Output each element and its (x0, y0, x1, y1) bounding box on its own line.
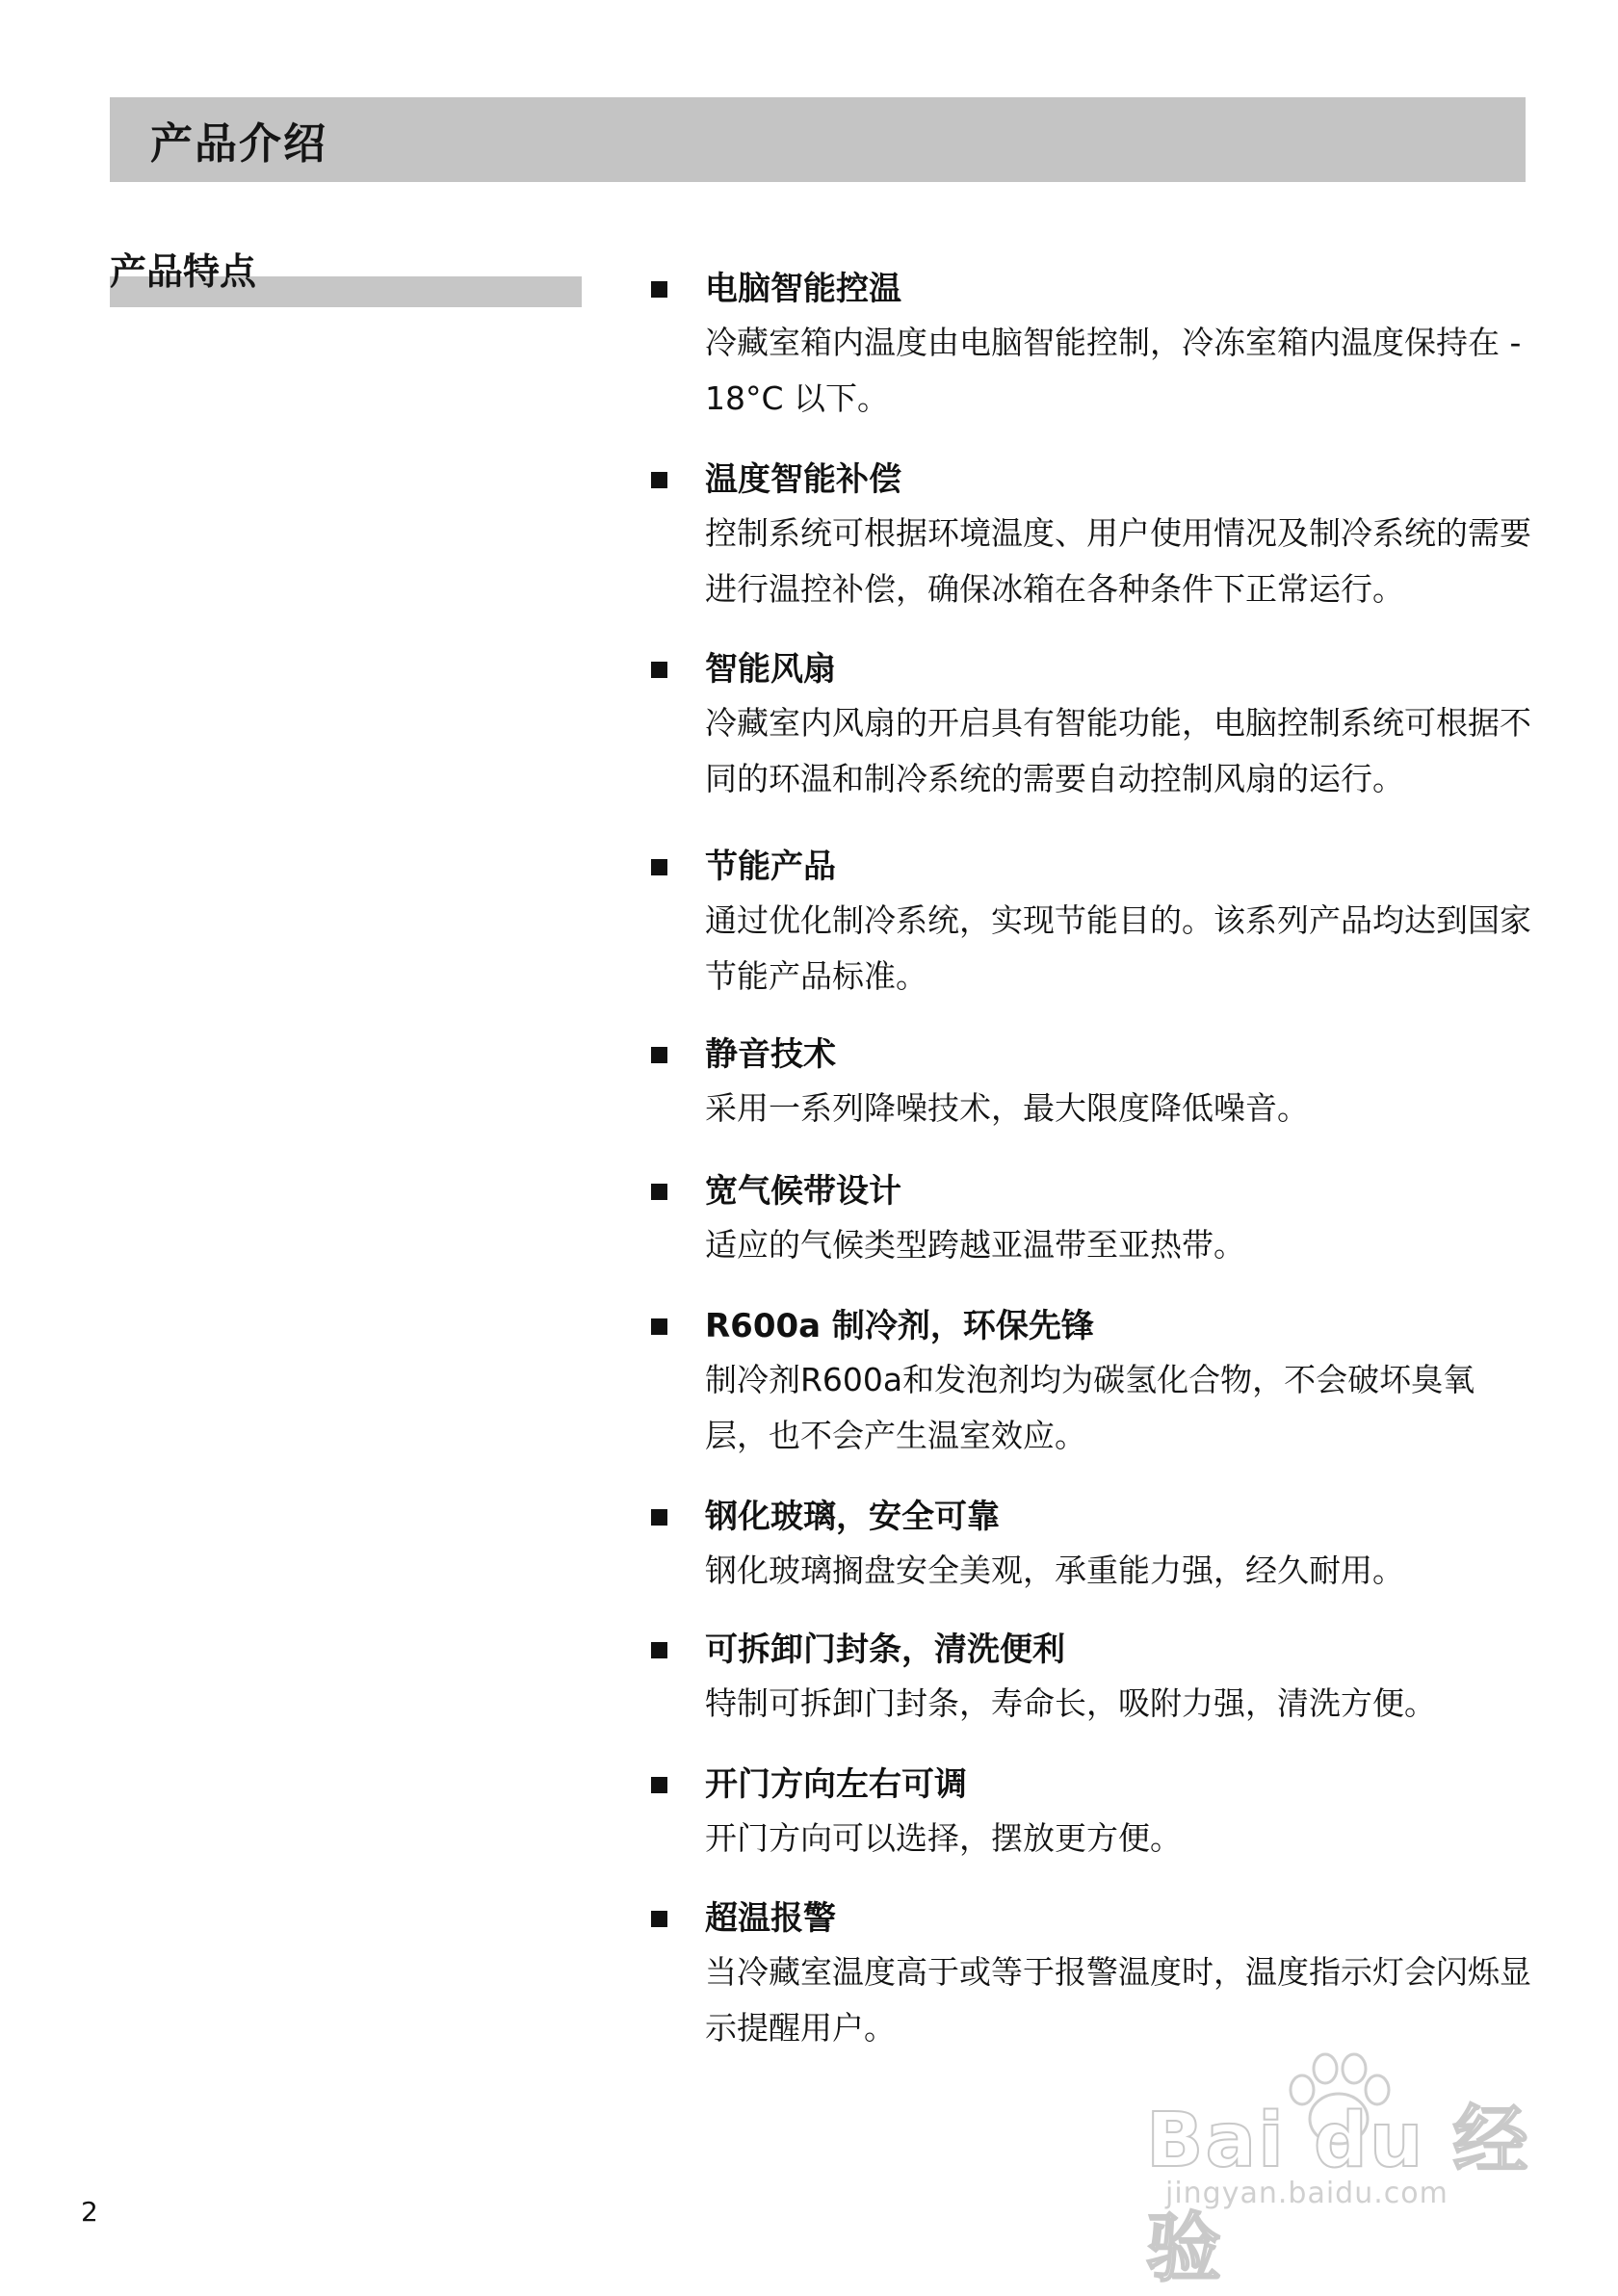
feature-title: 电脑智能控温 (705, 270, 901, 308)
feature-description: 通过优化制冷系统，实现节能目的。该系列产品均达到国家节能产品标准。 (705, 901, 1531, 995)
feature-title: 可拆卸门封条，清洗便利 (705, 1631, 1065, 1669)
watermark-url: jingyan.baidu.com (1165, 2177, 1448, 2210)
square-bullet-icon (651, 1318, 667, 1335)
feature-description: 冷藏室内风扇的开启具有智能功能，电脑控制系统可根据不同的环温和制冷系统的需要自动控制风扇的运行。 (705, 704, 1531, 797)
feature-description: 控制系统可根据环境温度、用户使用情况及制冷系统的需要进行温控补偿，确保冰箱在各种条件下正常运行。 (705, 514, 1531, 608)
baidu-jingyan-watermark (1146, 2071, 1551, 2292)
square-bullet-icon (651, 1642, 667, 1658)
feature-description: 冷藏室箱内温度由电脑智能控制，冷冻室箱内温度保持在 -18°C 以下。 (705, 324, 1522, 417)
feature-description: 制冷剂R600a和发泡剂均为碳氢化合物，不会破坏臭氧层，也不会产生温室效应。 (705, 1361, 1475, 1454)
feature-description: 适应的气候类型跨越亚温带至亚热带。 (705, 1226, 1245, 1264)
feature-description: 钢化玻璃搁盘安全美观，承重能力强，经久耐用。 (705, 1552, 1404, 1589)
page-title: 产品介绍 (150, 119, 327, 169)
square-bullet-icon (651, 1509, 667, 1526)
square-bullet-icon (651, 662, 667, 678)
header-bar (110, 97, 1526, 182)
watermark-logo-text: Bai du 经验 (1146, 2098, 1530, 2292)
feature-title: 温度智能补偿 (705, 460, 901, 499)
feature-description: 特制可拆卸门封条，寿命长，吸附力强，清洗方便。 (705, 1684, 1436, 1722)
square-bullet-icon (651, 1911, 667, 1927)
feature-description: 当冷藏室温度高于或等于报警温度时，温度指示灯会闪烁显示提醒用户。 (705, 1953, 1531, 2047)
square-bullet-icon (651, 1777, 667, 1793)
feature-title: 智能风扇 (705, 650, 836, 689)
square-bullet-icon (651, 281, 667, 298)
feature-title: 钢化玻璃，安全可靠 (705, 1498, 1000, 1536)
feature-title: R600a 制冷剂，环保先锋 (705, 1307, 1094, 1345)
feature-title: 静音技术 (705, 1035, 836, 1074)
square-bullet-icon (651, 1047, 667, 1063)
square-bullet-icon (651, 859, 667, 875)
page-number: 2 (81, 2196, 98, 2228)
feature-title: 宽气候带设计 (705, 1172, 901, 1211)
square-bullet-icon (651, 472, 667, 488)
feature-description: 采用一系列降噪技术，最大限度降低噪音。 (705, 1089, 1309, 1127)
section-title: 产品特点 (110, 250, 257, 293)
square-bullet-icon (651, 1184, 667, 1200)
feature-title: 开门方向左右可调 (705, 1765, 967, 1804)
feature-title: 节能产品 (705, 848, 836, 886)
feature-title: 超温报警 (705, 1899, 836, 1938)
feature-description: 开门方向可以选择，摆放更方便。 (705, 1819, 1182, 1857)
